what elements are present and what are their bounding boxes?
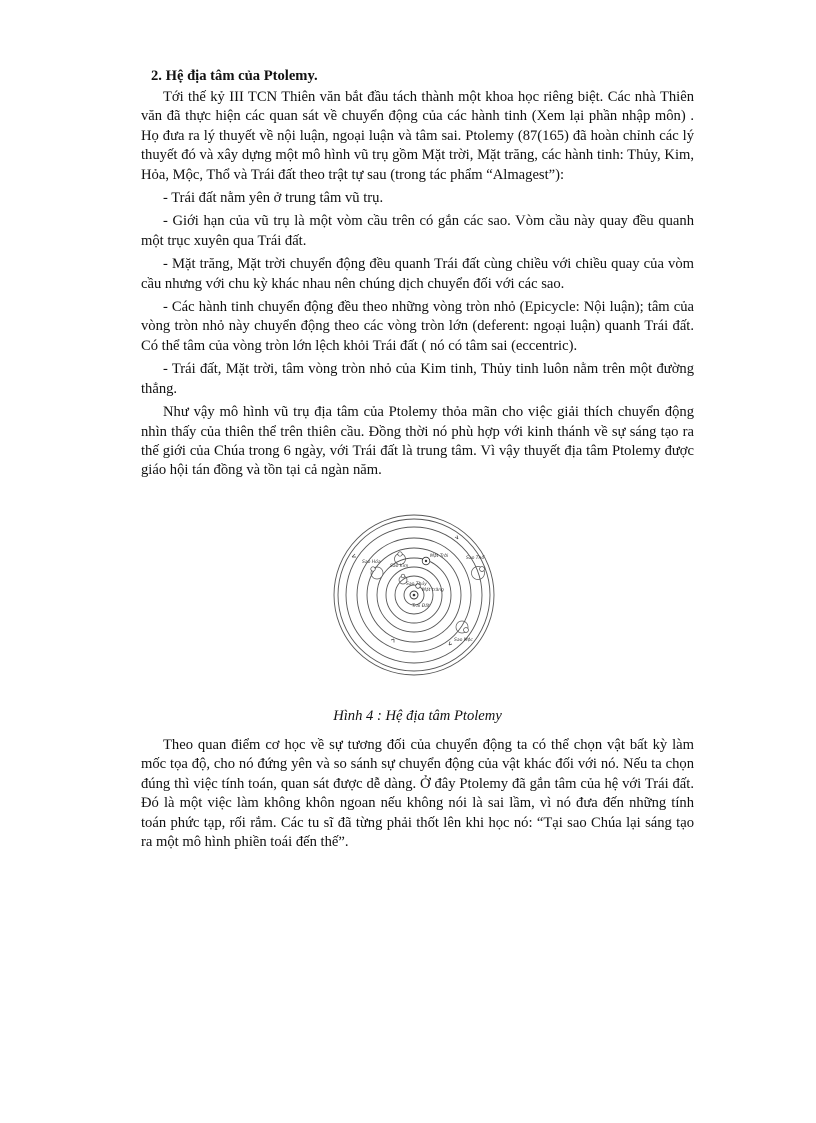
- body-text-top: [141, 88, 694, 485]
- sun-center-dot: [425, 560, 427, 562]
- jupiter-symbol: [464, 628, 469, 633]
- motion-arrow-3: [449, 642, 452, 646]
- paragraph-alignment: - Trái đất, Mặt trời, tâm vòng tròn nhỏ của Kim tinh, Thủy tinh luôn nằm trên một đường thẳng.: [141, 361, 694, 397]
- label-jupiter: Sao Mộc: [454, 638, 473, 643]
- label-saturn: Sao Thổ: [466, 556, 485, 561]
- paragraph-celestial-dome: - Giới hạn của vũ trụ là một vòm cầu trên có gắn các sao. Vòm cầu này quay đều quanh một trục xuyên qua Trái đất.: [141, 213, 694, 249]
- label-earth: Trái Đất: [412, 604, 430, 609]
- motion-arrow-2: [455, 536, 458, 540]
- motion-arrow-1: [352, 554, 356, 557]
- paragraph-earth-center: - Trái đất nằm yên ở trung tâm vũ trụ.: [163, 190, 384, 207]
- label-mars: Sao Hỏa: [362, 560, 381, 565]
- paragraph-relativity: Theo quan điểm cơ học về sự tương đối của chuyển động ta có thể chọn vật bất kỳ làm mốc tọa độ, cho nó đứng yên và so sánh sự chuyển động của vật khác đối với nó. Nếu ta chọn đúng thì việc tính toán, quan sát được dễ dàng. Ở đây Ptolemy đã gắn tâm của hệ với Trái đất. Đó là một việc làm không khôn ngoan nếu không nói là sai lầm, vì nó đưa đến những tính toán phức tạp, rối rắm. Các tu sĩ đã từng phải thốt lên khi học nó: “Tại sao Chúa lại sáng tạo ra một mô hình phiền toái đến thế”.: [141, 737, 694, 851]
- paragraph-sun-moon: - Mặt trăng, Mặt trời chuyển động đều quanh Trái đất cùng chiều với chiều quay của vòm cầu nhưng với chu kỳ khác nhau nên chúng dịch chuyển đối với các sao.: [141, 256, 694, 292]
- earth-center-dot: [413, 594, 416, 597]
- label-venus: Sao Kim: [390, 564, 409, 569]
- label-mercury: Sao Thủy: [406, 582, 427, 587]
- paragraph-epicycles: - Các hành tinh chuyển động đều theo những vòng tròn nhỏ (Epicycle: Nội luận); tâm của vòng tròn nhỏ này chuyển động theo các vòng tròn lớn (deferent: ngoại luận) quanh Trái đất. Có thể tâm của vòng tròn lớn lệch khỏi Trái đất ( nó có tâm sai (eccentric).: [141, 299, 694, 354]
- label-sun: Mặt Trời: [430, 554, 449, 559]
- label-moon: Mặt trăng: [422, 588, 444, 593]
- saturn-symbol: [480, 567, 485, 572]
- mars-symbol: [371, 567, 375, 571]
- venus-symbol: [398, 552, 402, 556]
- body-text-bottom: [141, 736, 694, 852]
- figure-caption: Hình 4 : Hệ địa tâm Ptolemy: [333, 708, 502, 724]
- mercury-symbol: [401, 574, 405, 578]
- section-heading: 2. Hệ địa tâm của Ptolemy.: [151, 68, 318, 84]
- paragraph-intro: Tới thế kỷ III TCN Thiên văn bắt đầu tách thành một khoa học riêng biệt. Các nhà Thiên văn đã thực hiện các quan sát về chuyển động của các hành tinh (Xem lại phần nhập môn) . Họ đưa ra lý thuyết về nội luận, ngoại luận và tâm sai. Ptolemy (87(165) đã hoàn chỉnh các lý thuyết đó và xây dựng một mô hình vũ trụ gồm Mặt trời, Mặt trăng, các hành tinh: Thủy, Kim, Hỏa, Mộc, Thổ và Trái đất theo trật tự sau (trong tác phẩm “Almagest”):: [141, 89, 694, 183]
- paragraph-conclusion: Như vậy mô hình vũ trụ địa tâm của Ptolemy thỏa mãn cho việc giải thích chuyển động nhìn thấy của thiên thể trên thiên cầu. Đồng thời nó phù hợp với kinh thánh về sự sáng tạo ra thế giới của Chúa trong 6 ngày, với Trái đất là trung tâm. Vì vậy thuyết địa tâm Ptolemy được giáo hội tán đồng và tồn tại cả ngàn năm.: [141, 404, 694, 479]
- ptolemy-diagram: [332, 495, 496, 695]
- motion-arrow-4: [391, 639, 394, 643]
- geocentric-orbits-illustration: [332, 495, 496, 695]
